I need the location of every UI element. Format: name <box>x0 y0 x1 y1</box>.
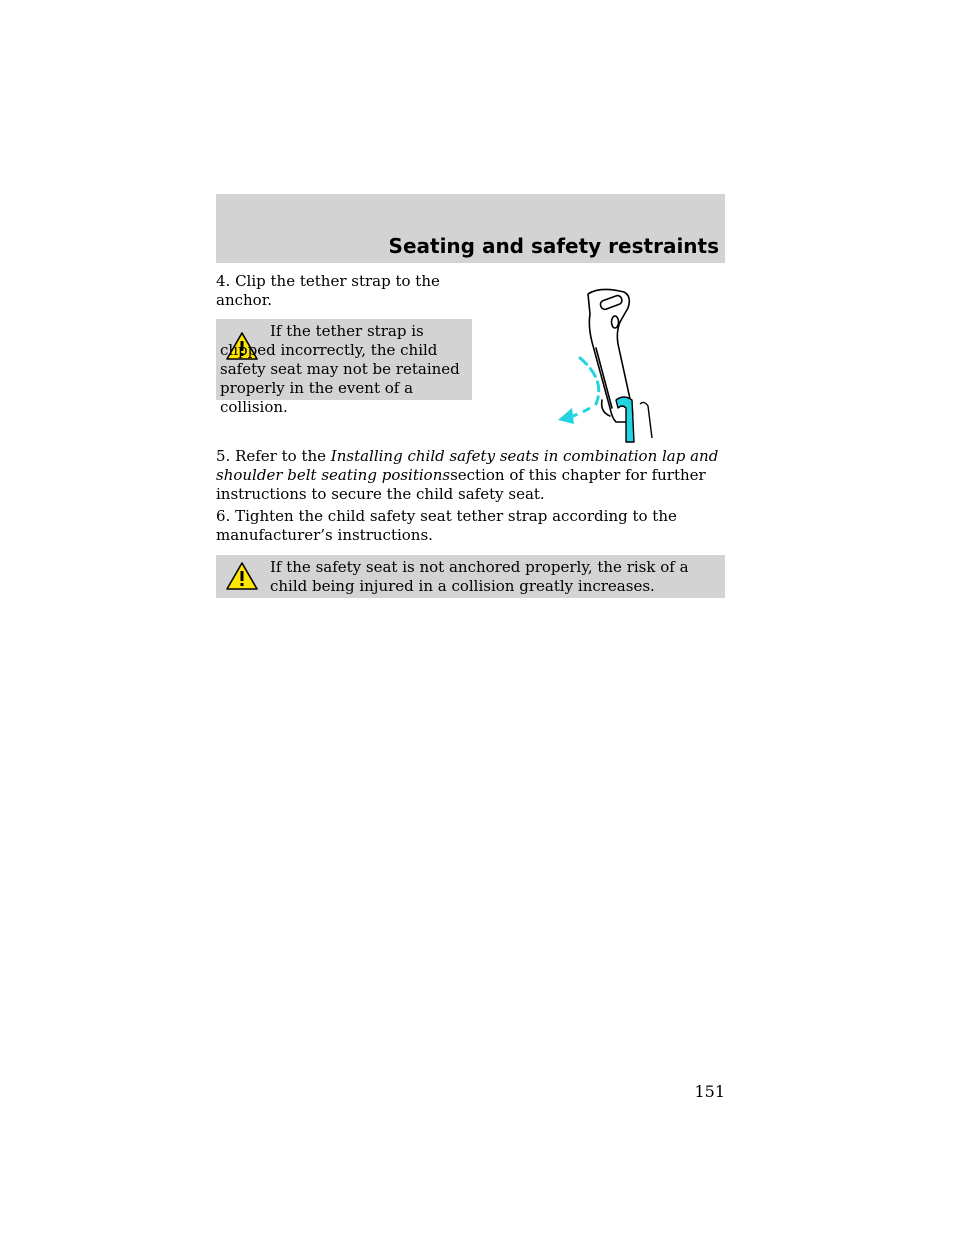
step-6-text: 6. Tighten the child safety seat tether strap according to the manufacturer’s instructions. <box>216 507 677 544</box>
step-5-text <box>216 447 725 504</box>
step-4-text: 4. Clip the tether strap to the anchor. <box>216 272 440 309</box>
step-5-prefix: 5. Refer to the <box>216 447 331 465</box>
warning-box-tether <box>216 319 472 416</box>
section-header <box>216 194 725 263</box>
warning-text-tether: If the tether strap is clipped incorrectly, the child safety seat may not be retained properly in the event of a collision. <box>220 322 460 416</box>
tether-anchor-illustration <box>540 282 670 444</box>
warning-text-anchor: If the safety seat is not anchored properly, the risk of a child being injured in a collision greatly increases. <box>270 558 689 595</box>
section-reference-link: Installing child safety seats in combination lap and shoulder belt seating positions <box>216 447 719 484</box>
step-5-suffix: section of this chapter for further instructions to secure the child safety seat. <box>216 466 706 503</box>
warning-triangle-icon <box>225 561 259 591</box>
section-title: Seating and safety restraints <box>388 234 719 258</box>
warning-box-anchor <box>216 555 725 598</box>
page-number: 151 <box>694 1082 725 1101</box>
